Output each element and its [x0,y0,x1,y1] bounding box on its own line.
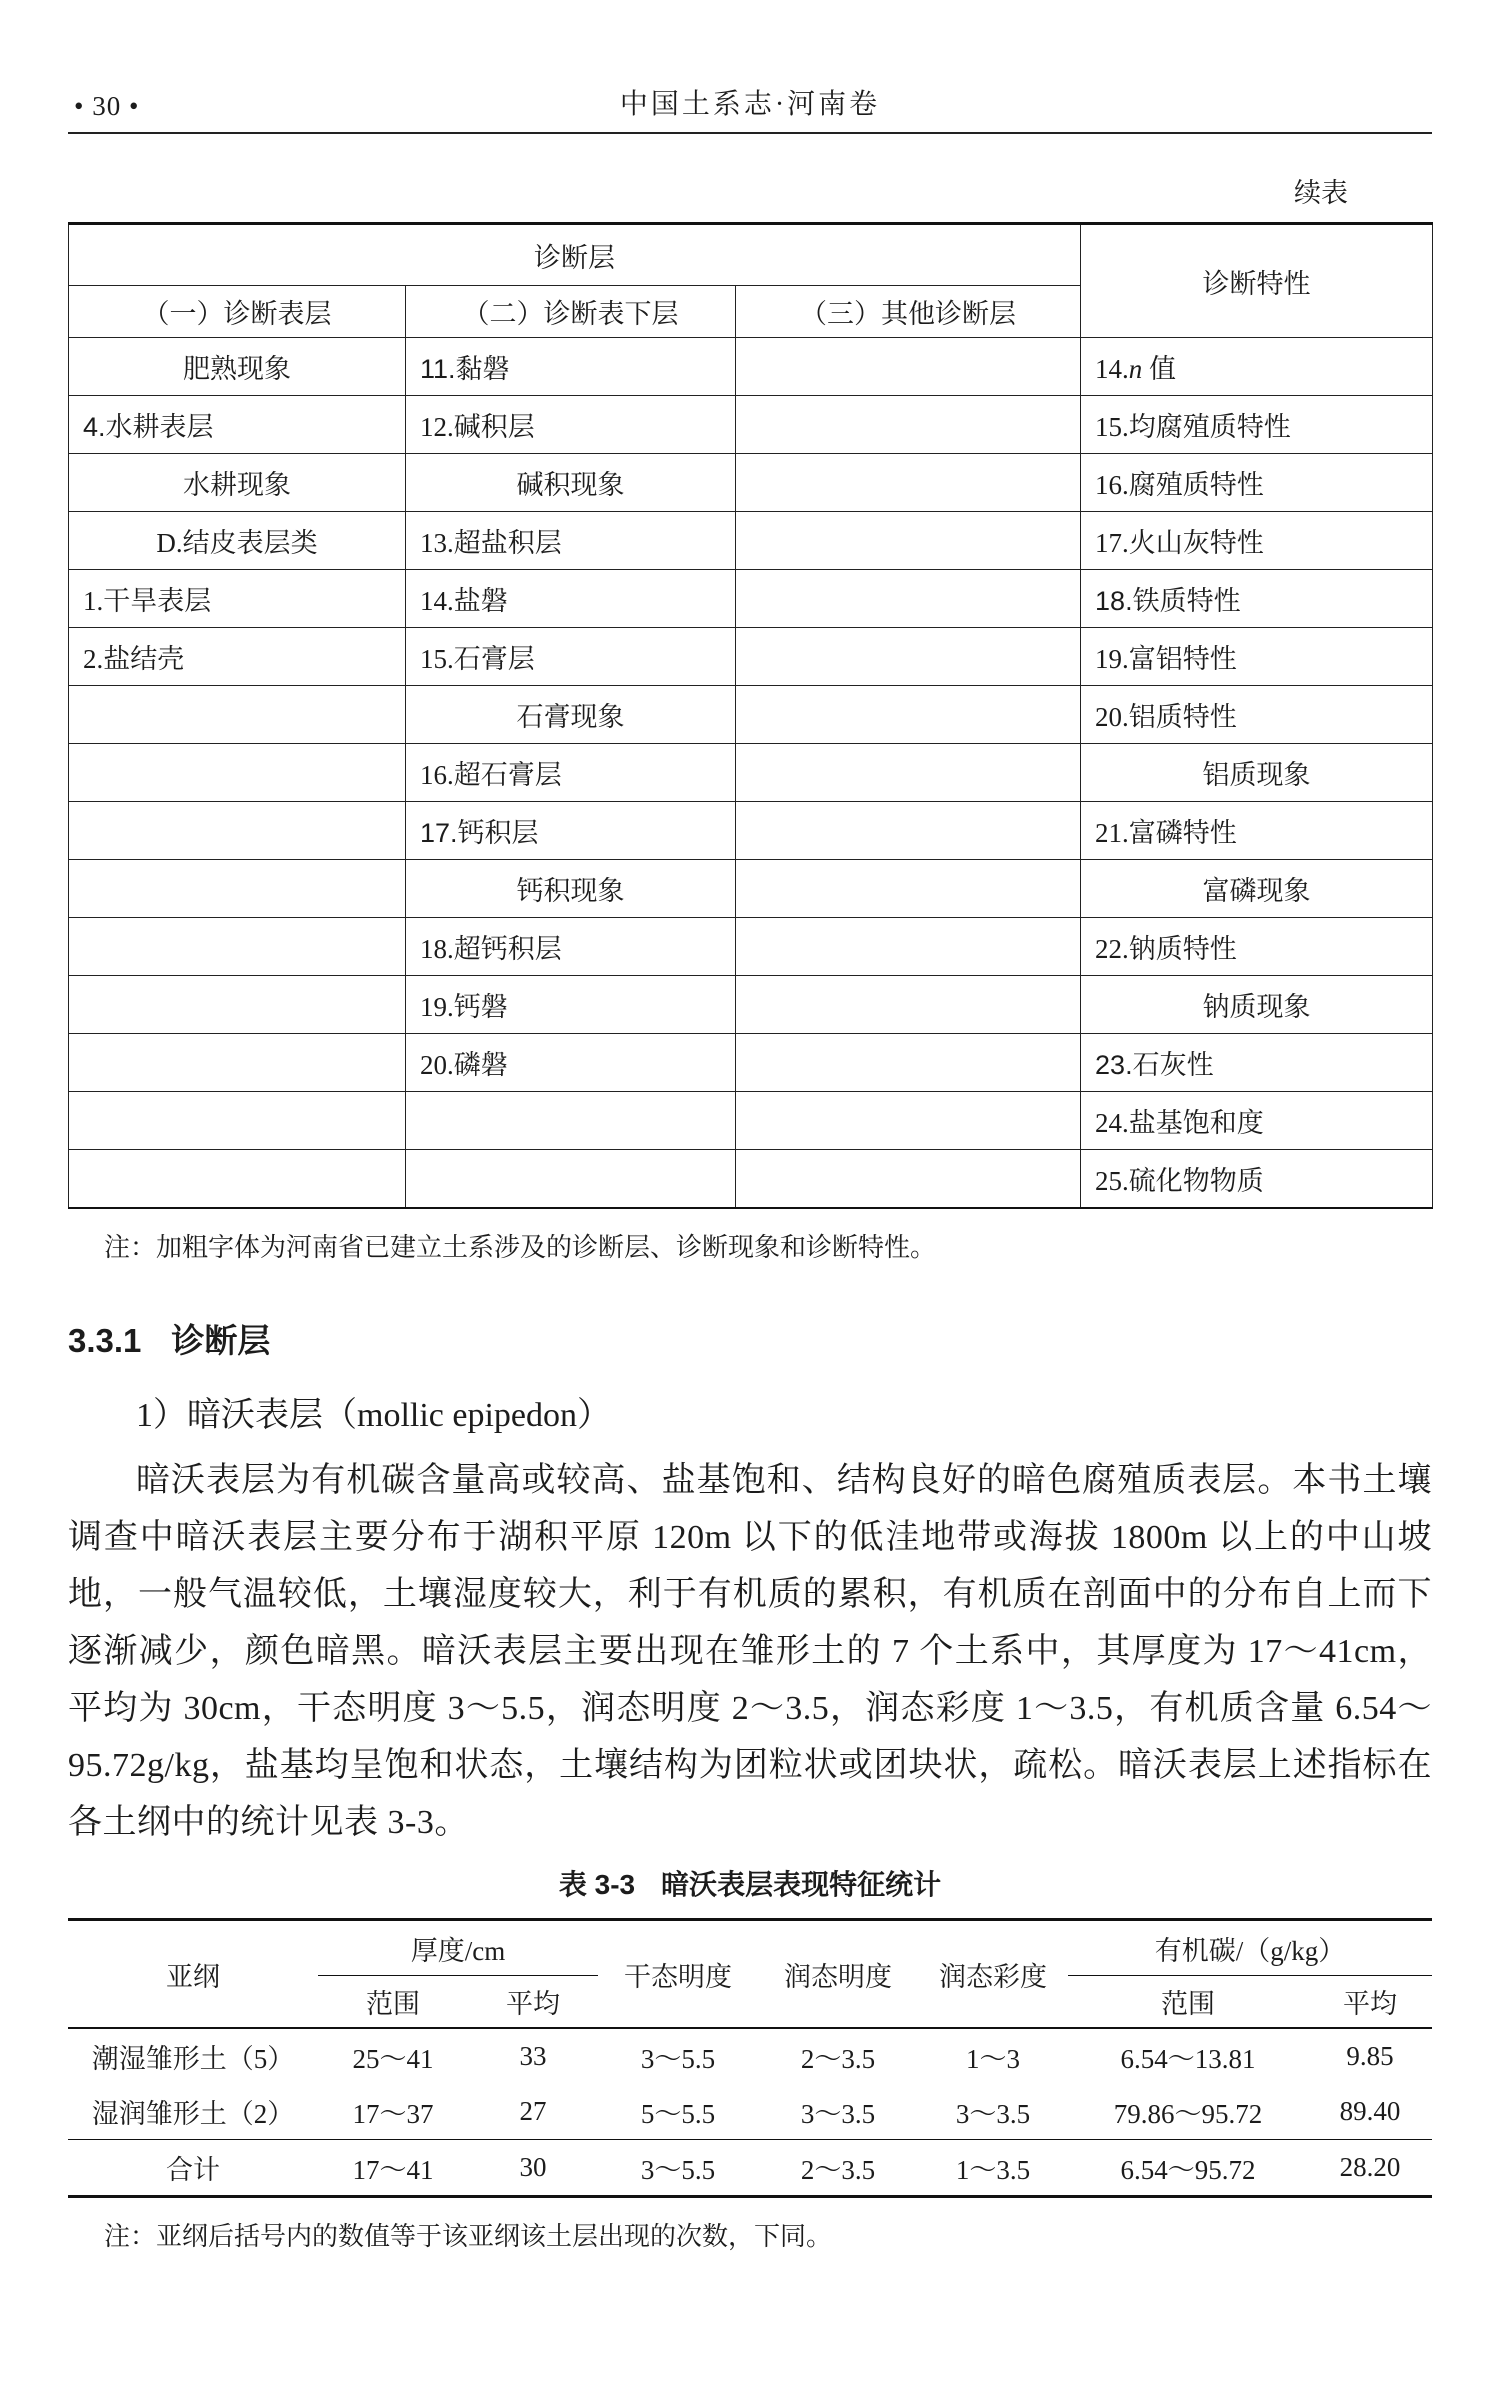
cell [736,860,1081,918]
table-row [69,1092,1433,1150]
header-row [68,1920,1432,1976]
stats-table-body [68,2028,1432,2197]
header-dry-value: 干态明度 [598,1920,758,2029]
diagnostic-table-note: 注：加粗字体为河南省已建立土系涉及的诊断层、诊断现象和诊断特性。 [104,1233,937,1262]
header-row [69,224,1433,286]
mollic-epipedon-stats-table [68,1918,1432,2198]
cell: 钙积现象 [406,860,736,918]
cell: 17.火山灰特性 [1081,512,1433,570]
header-diagnostic-characteristics: 诊断特性 [1081,224,1433,338]
cell: 27 [519,2096,547,2126]
cell: 33 [519,2041,547,2071]
cell [736,628,1081,686]
cell [69,1034,406,1092]
cell [69,976,406,1034]
book-title: 中国土系志·河南卷 [619,89,881,120]
n-value-symbol: n [1128,354,1143,384]
cell: 18.超钙积层 [406,918,736,976]
cell: 1～3.5 [918,2140,1068,2197]
cell: 13.超盐积层 [406,512,736,570]
header-carbon-mean: 平均 [1308,1976,1432,2029]
cell: 3～5.5 [598,2140,758,2197]
cell: 肥熟现象 [69,338,406,396]
table-row [69,860,1433,918]
cell [736,512,1081,570]
header-surface-horizons: （一）诊断表层 [69,286,406,338]
cell: 19.钙磐 [406,976,736,1034]
cell: 3～3.5 [955,2099,1031,2129]
header-moist-value: 润态明度 [758,1920,918,2029]
cell: 24.盐基饱和度 [1081,1092,1433,1150]
cell: 20.铝质特性 [1081,686,1433,744]
cell: 富磷现象 [1081,860,1433,918]
page-number: • 30 • [74,91,140,121]
table-row [68,2028,1432,2084]
cell [69,802,406,860]
cell [736,338,1081,396]
header-carbon-range: 范围 [1068,1976,1308,2029]
cell: 石膏现象 [406,686,736,744]
table-row [68,2084,1432,2140]
cell: 湿润雏形土（2） [91,2099,295,2129]
cell [69,860,406,918]
cell: 17～41 [318,2140,468,2197]
cell: 17.钙积层 [406,802,736,860]
cell: 6.54～95.72 [1068,2140,1308,2197]
caption-label: 表 3-3 [558,1869,636,1900]
cell [736,454,1081,512]
cell [69,918,406,976]
cell: 钠质现象 [1081,976,1433,1034]
cell: 1～3 [966,2044,1020,2074]
table-row [69,802,1433,860]
cell: 25～41 [352,2044,434,2074]
table-row [69,454,1433,512]
cell: 79.86～95.72 [1113,2099,1263,2129]
cell: 3～3.5 [800,2099,876,2129]
cell [736,802,1081,860]
caption-title: 暗沃表层表现特征统计 [661,1869,942,1900]
cell [736,396,1081,454]
cell [736,1034,1081,1092]
cell [406,1150,736,1209]
table-row-total [68,2140,1432,2197]
table-row [69,976,1433,1034]
cell [736,686,1081,744]
header-moist-chroma: 润态彩度 [918,1920,1068,2029]
cell: 28.20 [1308,2140,1432,2197]
cell: 1.干旱表层 [69,570,406,628]
cell: 15.石膏层 [406,628,736,686]
stats-table-note: 注：亚纲后括号内的数值等于该亚纲该土层出现的次数，下同。 [104,2222,833,2251]
cell: 23.石灰性 [1081,1034,1433,1092]
section-heading [68,1319,1432,1363]
cell: 14.盐磐 [406,570,736,628]
n-value-prefix: 14. [1095,354,1129,384]
cell [736,744,1081,802]
table-row [69,512,1433,570]
cell [736,1150,1081,1209]
cell [69,744,406,802]
cell: 4.水耕表层 [69,396,406,454]
cell: 18.铁质特性 [1081,570,1433,628]
cell: 11.黏磐 [406,338,736,396]
table-row [69,1150,1433,1209]
cell: 水耕现象 [69,454,406,512]
cell: 19.富铝特性 [1081,628,1433,686]
cell: 5～5.5 [640,2099,716,2129]
diagnostic-horizons-table [68,222,1433,1209]
cell [69,1092,406,1150]
cell [69,1150,406,1209]
table-row [69,338,1433,396]
cell [736,570,1081,628]
cell: 89.40 [1339,2096,1401,2126]
cell: 9.85 [1346,2041,1394,2071]
cell [736,1092,1081,1150]
table-3-3-caption [68,1867,1432,1903]
continued-table-label: 续表 [1294,178,1348,208]
header-other-horizons: （三）其他诊断层 [736,286,1081,338]
table-row [69,686,1433,744]
table-row [69,570,1433,628]
cell: 16.腐殖质特性 [1081,454,1433,512]
table-row [69,396,1433,454]
diagnostic-table-header [69,224,1433,338]
header-thickness: 厚度/cm [318,1920,598,1976]
cell: 21.富磷特性 [1081,802,1433,860]
cell [406,1092,736,1150]
header-thickness-range: 范围 [318,1976,468,2029]
cell: 潮湿雏形土（5） [91,2044,295,2074]
header-subclass: 亚纲 [68,1920,318,2029]
n-value-suffix: 值 [1142,354,1177,384]
diagnostic-table-body [69,338,1433,1209]
subsection-heading: 1）暗沃表层（mollic epipedon） [136,1397,612,1434]
cell: 6.54～13.81 [1120,2044,1256,2074]
cell: 17～37 [352,2099,434,2129]
cell [1081,338,1433,396]
cell: 2～3.5 [758,2140,918,2197]
section-number: 3.3.1 [68,1322,142,1359]
stats-table-header [68,1920,1432,2029]
cell: 16.超石膏层 [406,744,736,802]
header-group-diagnostic-horizons: 诊断层 [69,224,1081,286]
table-row [69,628,1433,686]
header-organic-carbon: 有机碳/（g/kg） [1068,1920,1432,1976]
header-subsurface-horizons: （二）诊断表下层 [406,286,736,338]
cell: 2～3.5 [800,2044,876,2074]
cell: 3～5.5 [640,2044,716,2074]
cell [736,918,1081,976]
cell: 30 [468,2140,598,2197]
cell: 15.均腐殖质特性 [1081,396,1433,454]
cell: 2.盐结壳 [69,628,406,686]
cell: 20.磷磐 [406,1034,736,1092]
table-row [69,744,1433,802]
body-paragraph: 暗沃表层为有机碳含量高或较高、盐基饱和、结构良好的暗色腐殖质表层。本书土壤调查中暗沃表层主要分布于湖积平原 120m 以下的低洼地带或海拔 1800m 以上的中山坡地，一般气温较低，土壤湿度较大，利于有机质的累积，有机质在剖面中的分布自上而下逐渐减少，颜色暗黑。暗沃表层主要出现在雏形土的 7 个土系中，其厚度为 17～41cm，平均为 30cm，干态明度 3～5.5，润态明度 2～3.5，润态彩度 1～3.5，有机质含量 6.54～95.72g/kg，盐基均呈饱和状态，土壤结构为团粒状或团块状，疏松。暗沃表层上述指标在各土纲中的统计见表 3-3。 [68,1462,1432,1841]
cell: 12.碱积层 [406,396,736,454]
cell: 铝质现象 [1081,744,1433,802]
cell [69,686,406,744]
cell: 22.钠质特性 [1081,918,1433,976]
cell: D.结皮表层类 [69,512,406,570]
table-row [69,918,1433,976]
section-title: 诊断层 [171,1322,271,1359]
cell: 25.硫化物物质 [1081,1150,1433,1209]
table-row [69,1034,1433,1092]
running-head [68,86,1432,134]
header-thickness-mean: 平均 [468,1976,598,2029]
cell: 碱积现象 [406,454,736,512]
cell [736,976,1081,1034]
cell: 合计 [68,2140,318,2197]
